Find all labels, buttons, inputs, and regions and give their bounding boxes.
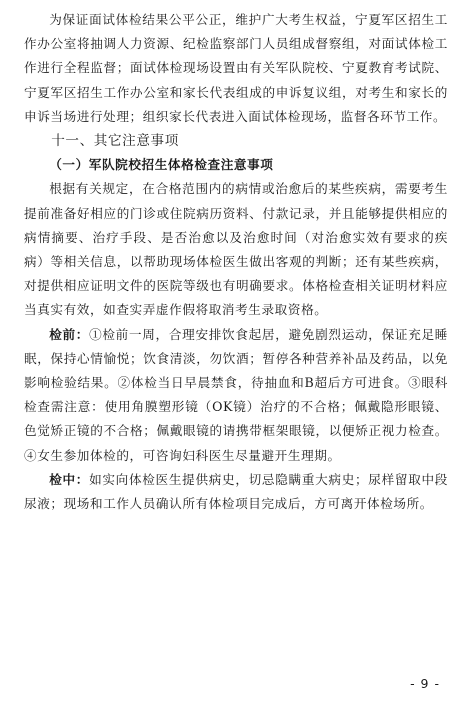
paragraph-during-exam [24,468,448,516]
paragraph-supervision: 为保证面试体检结果公平公正，维护广大考生权益，宁夏军区招生工作办公室将抽调人力资源、纪检监察部门人员组成督察组，对面试体检工作进行全程监督；面试体检现场设置由有关军队院校、宁夏教育考试院、宁夏军区招生工作办公室和家长代表组成的申诉复议组，对考生和家长的申诉当场进行处理；组织家长代表进入面试体检现场，监督各环节工作。 [24,12,448,124]
during-exam-label: 检中： [49,471,90,487]
page-number: - 9 - [410,676,440,691]
section-heading-other-notes: 十一、其它注意事项 [51,133,179,150]
paragraph-before-exam [24,323,448,468]
before-exam-text: ①检前一周，合理安排饮食起居，避免剧烈运动，保证充足睡眠，保持心情愉悦；饮食清淡，勿饮酒；暂停各种营养补品及药品，以免影响检验结果。②体检当日早晨禁食，待抽血和B超后方可进食。③眼科检查需注意：使用角膜塑形镜（OK镜）治疗的不合格；佩戴隐形眼镜、色觉矫正镜的不合格；佩戴眼镜的请携带框架眼镜，以便矫正视力检查。④女生参加体检的，可咨询妇科医生尽量避开生理期。 [24,326,448,463]
paragraph-medical-records: 根据有关规定，在合格范围内的病情或治愈后的某些疾病，需要考生提前准备好相应的门诊或住院病历资料、付款记录，并且能够提供相应的病情摘要、治疗手段、是否治愈以及治愈时间（对治愈实效有要求的疾病）等相关信息，以帮助现场体检医生做出客观的判断；还有某些疾病，对提供相应证明文件的医院等级也有明确要求。体格检查相关证明材料应当真实有效，如查实弄虚作假将取消考生录取资格。 [24,181,448,318]
document-body [24,8,448,516]
subsection-heading-physical-exam: （一）军队院校招生体格检查注意事项 [49,157,274,173]
before-exam-label: 检前： [49,326,90,342]
during-exam-text: 如实向体检医生提供病史，切忌隐瞒重大病史；尿样留取中段尿液；现场和工作人员确认所有体检项目完成后，方可离开体检场所。 [24,471,448,512]
